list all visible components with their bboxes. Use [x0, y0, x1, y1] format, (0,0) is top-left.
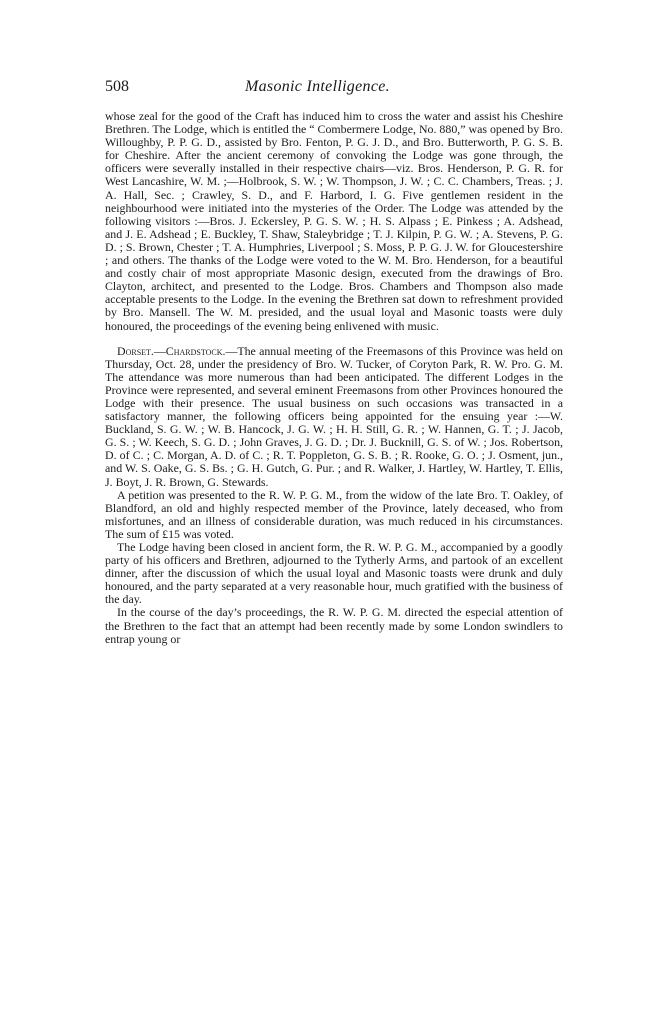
county-heading: Dorset.	[117, 343, 154, 358]
article-body	[105, 110, 563, 646]
paragraph-dorset-meeting	[105, 345, 563, 489]
page-header	[105, 78, 563, 102]
place-heading: —Chardstock.	[153, 343, 226, 358]
page	[105, 78, 563, 646]
paragraph-lodge-closed: The Lodge having been closed in ancient form, the R. W. P. G. M., accompanied by a goodly party of his officers and Brethren, adjourned to the Tytherly Arms, and partook of an excellent dinner, after the discussion of which the usual loyal and Masonic toasts were drunk and duly honoured, and the party separated at a very reasonable hour, much gratified with the business of the day.	[105, 540, 563, 607]
paragraph-petition: A petition was presented to the R. W. P. G. M., from the widow of the late Bro. T. Oakley, of Blandford, an old and highly respected member of the Province, lately deceased, who from misfortunes, and an illness of considerable duration, was much reduced in his circumstances. The sum of £15 was voted.	[105, 487, 563, 541]
paragraph-cheshire-lodge: whose zeal for the good of the Craft has induced him to cross the water and assist his Cheshire Brethren. The Lodge, which is entitled the “ Combermere Lodge, No. 880,” was opened by Bro. Willoughby, P. P. G. D., assisted by Bro. Fenton, P. G. J. D., and Bro. Butterworth, P. G. S. B. for Cheshire. After the ancient ceremony of convoking the Lodge was gone through, the officers were severally installed in their respective chairs—viz. Bros. Henderson, P. G. R. for West Lancashire, W. M. ;—Holbrook, S. W. ; W. Thompson, J. W. ; C. C. Chambers, Treas. ; J. A. Hall, Sec. ; Crawley, S. D., and F. Harbord, I. G. Five gentlemen resident in the neighbourhood were initiated into the mysteries of the Order. The Lodge was attended by the following visitors :—Bros. J. Eckersley, P. G. S. W. ; H. S. Alpass ; E. Pinkess ; A. Adshead, and J. E. Adshead ; E. Buckley, T. Shaw, Staleybridge ; T. J. Kilpin, P. G. W. ; A. Stevens, P. G. D. ; S. Brown, Chester ; T. A. Humphries, Liverpool ; S. Moss, P. P. G. J. W. for Gloucestershire ; and others. The thanks of the Lodge were voted to the W. M. Bro. Henderson, for a beautiful and costly chair of most appropriate Masonic design, executed from the drawings of Bro. Clayton, architect, and presented to the Lodge. Bros. Chambers and Thompson also made acceptable presents to the Lodge. In the evening the Brethren sat down to refreshment provided by Bro. Mansell. The W. M. presided, and the usual loyal and Masonic toasts were duly honoured, the proceedings of the evening being enlivened with music.	[105, 109, 563, 333]
page-number: 508	[105, 78, 129, 95]
running-title: Masonic Intelligence.	[245, 78, 390, 95]
paragraph-dorset-text: —The annual meeting of the Freemasons of this Province was held on Thursday, Oct. 28, under the presidency of Bro. W. Tucker, of Coryton Park, R. W. Pro. G. M. The attendance was more numerous than had been anticipated. The different Lodges in the Province were represented, and several eminent Freemasons from other Provinces honoured the Lodge with their presence. The usual business on such occasions was transacted in a satisfactory manner, the following officers being appointed for the ensuing year :—W. Buckland, S. G. W. ; W. B. Hancock, J. G. W. ; H. H. Still, G. R. ; W. Hannen, G. T. ; J. Jacob, G. S. ; W. Keech, S. G. D. ; John Graves, J. G. D. ; Dr. J. Bucknill, G. S. of W. ; Jos. Robertson, D. of C. ; C. Morgan, A. D. of C. ; R. T. Poppleton, G. S. B. ; R. Rooke, G. O. ; J. Osment, jun., and W. S. Oake, G. S. Bs. ; G. H. Gutch, G. Pur. ; and R. Walker, J. Hartley, W. Hartley, T. Ellis, J. Boyt, J. R. Brown, G. Stewards.	[105, 343, 563, 489]
paragraph-proceedings: In the course of the day’s proceedings, the R. W. P. G. M. directed the especial attention of the Brethren to the fact that an attempt had been recently made by some London swindlers to entrap young or	[105, 605, 563, 646]
